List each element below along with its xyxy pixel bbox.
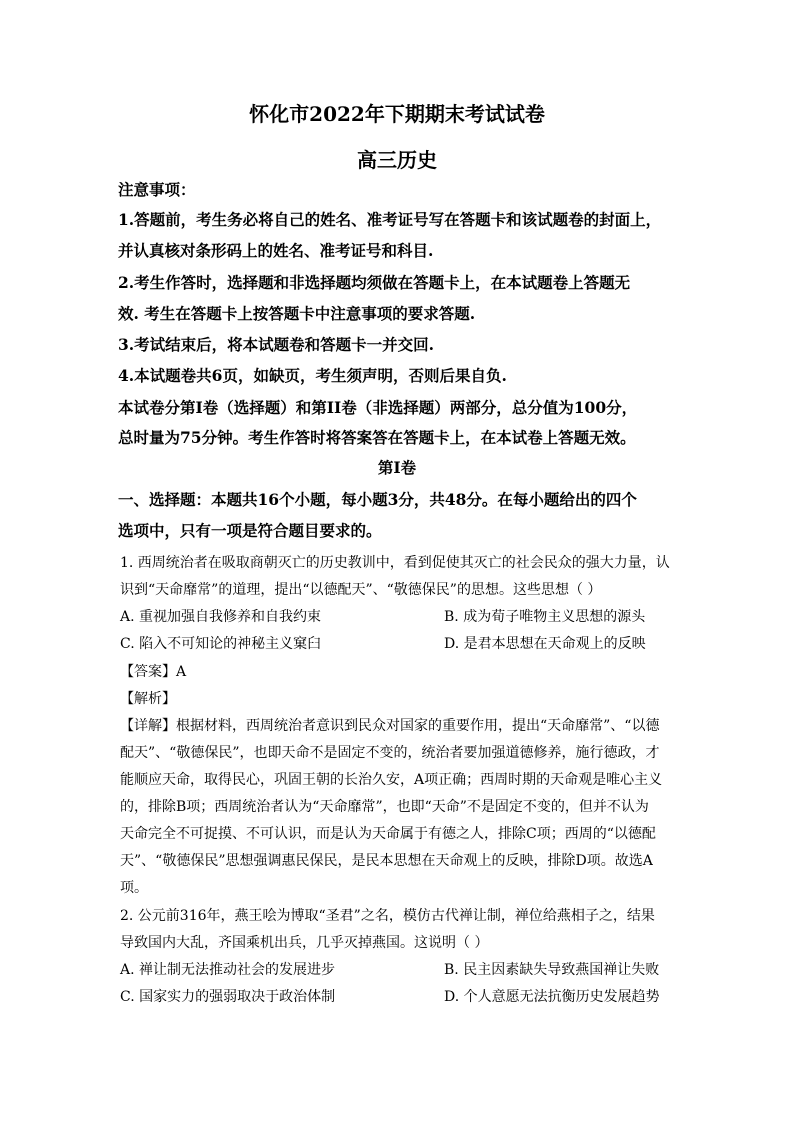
q1-detail-line: 项。 <box>120 880 148 896</box>
q1-detail-line: 天命完全不可捉摸、不可认识，而是认为天命属于有德之人，排除C项；西周的“以德配 <box>120 826 656 842</box>
section-instruction: 一、选择题：本题共16个小题，每小题3分，共48分。在每小题给出的四个 <box>118 490 637 509</box>
q1-option-a: A. 重视加强自我修养和自我约束 <box>120 609 322 625</box>
q1-detail-line: 的，排除B项；西周统治者认为“天命靡常”，也即“天命”不是固定不变的，但并不认为 <box>120 799 649 815</box>
section-instruction: 选项中，只有一项是符合题目要求的。 <box>118 521 382 540</box>
notice-line: 效. 考生在答题卡上按答题卡中注意事项的要求答题. <box>118 304 476 323</box>
q1-analysis-heading: 【解析】 <box>120 691 176 707</box>
q1-option-d: D. 是君本思想在天命观上的反映 <box>444 636 646 652</box>
q1-option-b: B. 成为荀子唯物主义思想的源头 <box>444 609 646 625</box>
q1-detail-line: 天”、“敬德保民”思想强调惠民保民，是民本思想在天命观上的反映，排除D项。故选A <box>120 853 653 869</box>
summary-line: 总时量为75分钟。考生作答时将答案答在答题卡上，在本试卷上答题无效。 <box>118 428 636 447</box>
exam-title: 怀化市2022年下期期末考试试卷 <box>249 102 545 126</box>
q1-stem: 识到“天命靡常”的道理，提出“以德配天”、“敬德保民”的思想。这些思想（ ） <box>120 582 602 598</box>
q1-detail-line: 【详解】根据材料，西周统治者意识到民众对国家的重要作用，提出“天命靡常”、“以德 <box>120 718 660 734</box>
q2-option-a: A. 禅让制无法推动社会的发展进步 <box>120 962 336 978</box>
q2-option-d: D. 个人意愿无法抗衡历史发展趋势 <box>444 989 660 1005</box>
q1-detail-line: 能顺应天命，取得民心，巩固王朝的长治久安，A项正确；西周时期的天命观是唯心主义 <box>120 772 663 788</box>
notice-line: 4.本试题卷共6页，如缺页，考生须声明，否则后果自负. <box>118 366 507 385</box>
q2-option-c: C. 国家实力的强弱取决于政治体制 <box>120 989 336 1005</box>
notice-line: 3.考试结束后，将本试题卷和答题卡一并交回. <box>118 335 435 354</box>
notice-line: 并认真核对条形码上的姓名、准考证号和科目. <box>118 241 434 260</box>
notice-heading: 注意事项： <box>118 180 196 199</box>
q1-answer: 【答案】A <box>120 664 187 680</box>
q1-option-c: C. 陷入不可知论的神秘主义窠臼 <box>120 636 322 652</box>
notice-line: 2.考生作答时，选择题和非选择题均须做在答题卡上，在本试题卷上答题无 <box>118 273 631 292</box>
q2-stem: 导致国内大乱，齐国乘机出兵，几乎灭掉燕国。这说明（ ） <box>120 935 489 951</box>
q1-stem: 1. 西周统治者在吸取商朝灭亡的历史教训中，看到促使其灭亡的社会民众的强大力量，认 <box>120 555 670 571</box>
section-title: 第I卷 <box>377 458 417 477</box>
q2-option-b: B. 民主因素缺失导致燕国禅让失败 <box>444 962 660 978</box>
summary-line: 本试卷分第I卷（选择题）和第II卷（非选择题）两部分，总分值为100分， <box>118 398 638 417</box>
exam-subject: 高三历史 <box>357 148 437 172</box>
q1-detail-line: 配天”、“敬德保民”，也即天命不是固定不变的，统治者要加强道德修养，施行德政，才 <box>120 745 660 761</box>
q2-stem: 2. 公元前316年，燕王哙为博取“圣君”之名，模仿古代禅让制，禅位给燕相子之，结果 <box>120 908 655 924</box>
notice-line: 1.答题前，考生务必将自己的姓名、准考证号写在答题卡和该试题卷的封面上， <box>118 210 662 229</box>
